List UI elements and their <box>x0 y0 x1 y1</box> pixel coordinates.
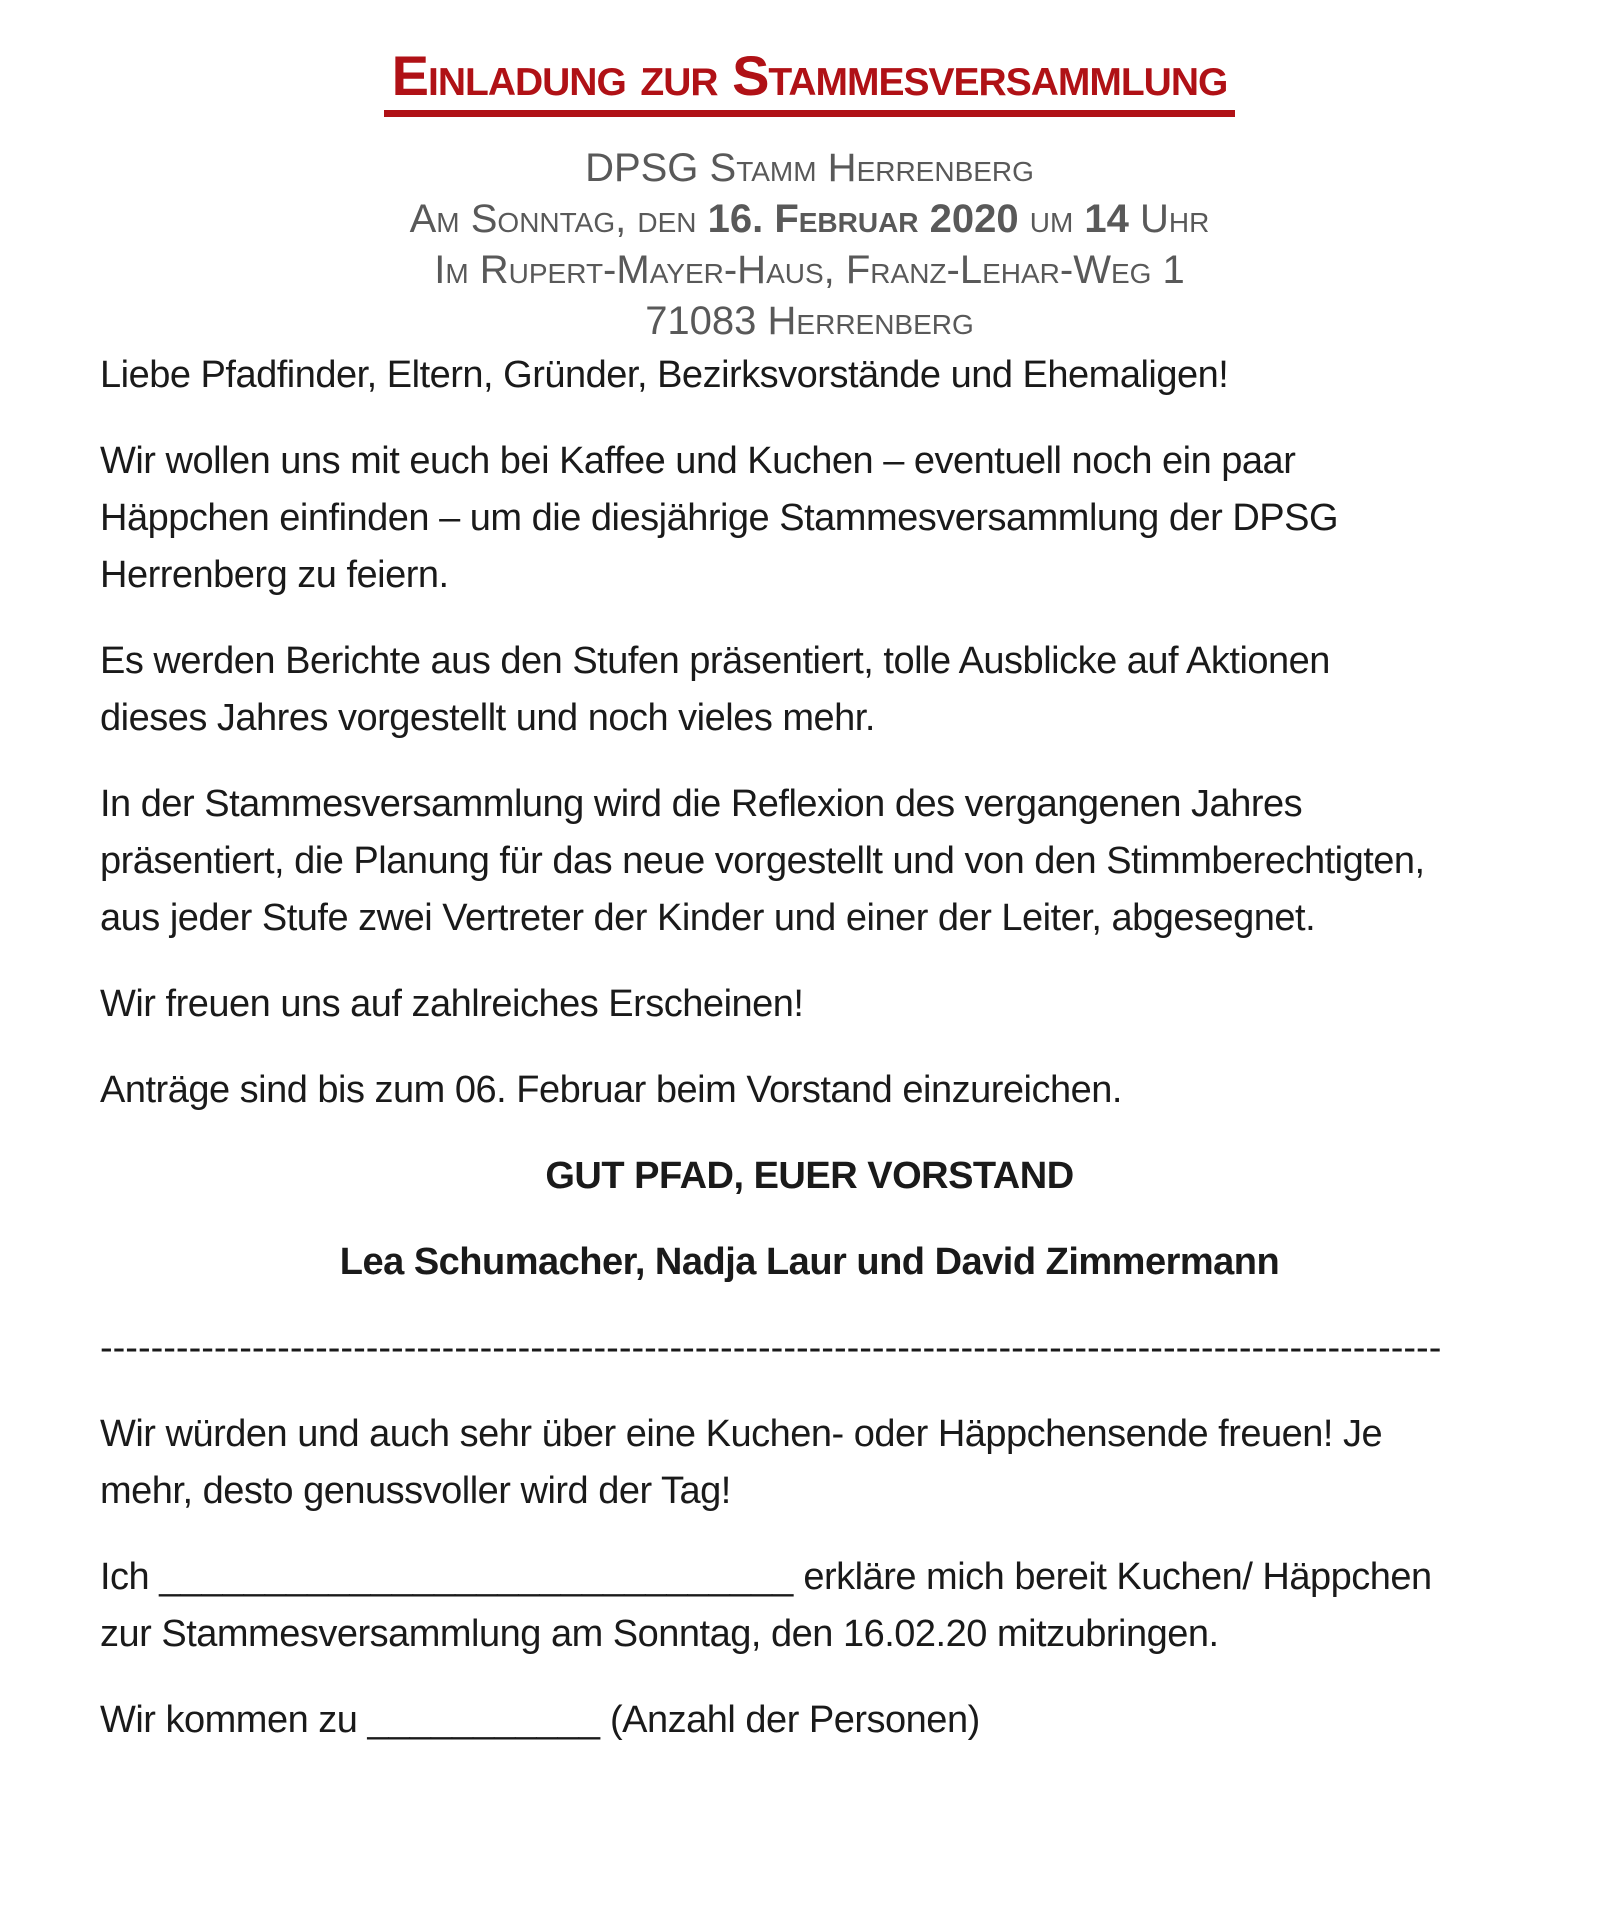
declaration-line: zur Stammesversammlung am Sonntag, den 16.02.20 mitzubringen. <box>100 1613 1219 1656</box>
closing-line <box>100 1148 1519 1205</box>
paragraph-line: Wir wollen uns mit euch bei Kaffee und Kuchen – eventuell noch ein paar <box>100 440 1296 483</box>
paragraph-reports <box>100 633 1519 747</box>
signatures-text: Lea Schumacher, Nadja Laur und David Zimmermann <box>339 1241 1280 1284</box>
declaration-prefix: Ich <box>100 1556 160 1599</box>
salutation <box>100 347 1519 404</box>
paragraph-line: In der Stammesversammlung wird die Reflexion des vergangenen Jahres <box>100 783 1303 826</box>
declaration-suffix: erkläre mich bereit Kuchen/ Häppchen <box>793 1556 1432 1599</box>
event-header-block <box>100 143 1519 347</box>
title-row <box>100 44 1519 117</box>
paragraph-cake-request <box>100 1406 1519 1520</box>
paragraph-looking-forward <box>100 976 1519 1033</box>
declaration-paragraph <box>100 1549 1519 1663</box>
paragraph-line: aus jeder Stufe zwei Vertreter der Kinder und einer der Leiter, abgesegnet. <box>100 897 1316 940</box>
paragraph-line: Häppchen einfinden – um die diesjährige Stammesversammlung der DPSG <box>100 497 1339 540</box>
organization-line: DPSG Stamm Herrenberg <box>585 146 1034 191</box>
date-value: 16. Februar 2020 <box>707 197 1019 242</box>
paragraph-line: Wir freuen uns auf zahlreiches Erscheinen! <box>100 983 804 1026</box>
venue-line: Im Rupert-Mayer-Haus, Franz-Lehar-Weg 1 <box>434 248 1185 293</box>
declaration-line <box>100 1549 1519 1606</box>
salutation-line: Liebe Pfadfinder, Eltern, Gründer, Bezirksvorstände und Ehemaligen! <box>100 354 1229 397</box>
paragraph-invite <box>100 433 1519 604</box>
paragraph-line: präsentiert, die Planung für das neue vorgestellt und von den Stimmberechtigten, <box>100 840 1425 883</box>
name-blank-field: ______________________________ <box>159 1556 794 1599</box>
paragraph-line: Herrenberg zu feiern. <box>100 554 449 597</box>
date-line <box>100 194 1519 245</box>
count-prefix: Wir kommen zu <box>100 1699 368 1742</box>
dashed-separator: ---------------------------------------------------------------------------------------------------------- <box>100 1327 1442 1370</box>
signatures-line <box>100 1234 1519 1291</box>
time-value: 14 <box>1084 197 1129 242</box>
page-title: Einladung zur Stammesversammlung <box>384 44 1236 117</box>
paragraph-line: Anträge sind bis zum 06. Februar beim Vorstand einzureichen. <box>100 1069 1122 1112</box>
paragraph-line: Es werden Berichte aus den Stufen präsentiert, tolle Ausblicke auf Aktionen <box>100 640 1330 683</box>
paragraph-assembly <box>100 776 1519 947</box>
person-count-paragraph <box>100 1692 1519 1749</box>
paragraph-line: Wir würden und auch sehr über eine Kuchen- oder Häppchensende freuen! Je <box>100 1413 1383 1456</box>
date-middle: um <box>1018 197 1085 242</box>
person-count-line <box>100 1692 1519 1749</box>
date-suffix: Uhr <box>1128 197 1210 242</box>
date-prefix: Am Sonntag, den <box>409 197 708 242</box>
closing-text: GUT PFAD, EUER VORSTAND <box>545 1155 1074 1198</box>
paragraph-line: mehr, desto genussvoller wird der Tag! <box>100 1470 731 1513</box>
city-line: 71083 Herrenberg <box>645 299 974 344</box>
paragraph-motions-deadline <box>100 1062 1519 1119</box>
paragraph-line: dieses Jahres vorgestellt und noch vieles mehr. <box>100 697 875 740</box>
person-count-blank-field: ___________ <box>367 1699 600 1742</box>
count-suffix: (Anzahl der Personen) <box>599 1699 980 1742</box>
